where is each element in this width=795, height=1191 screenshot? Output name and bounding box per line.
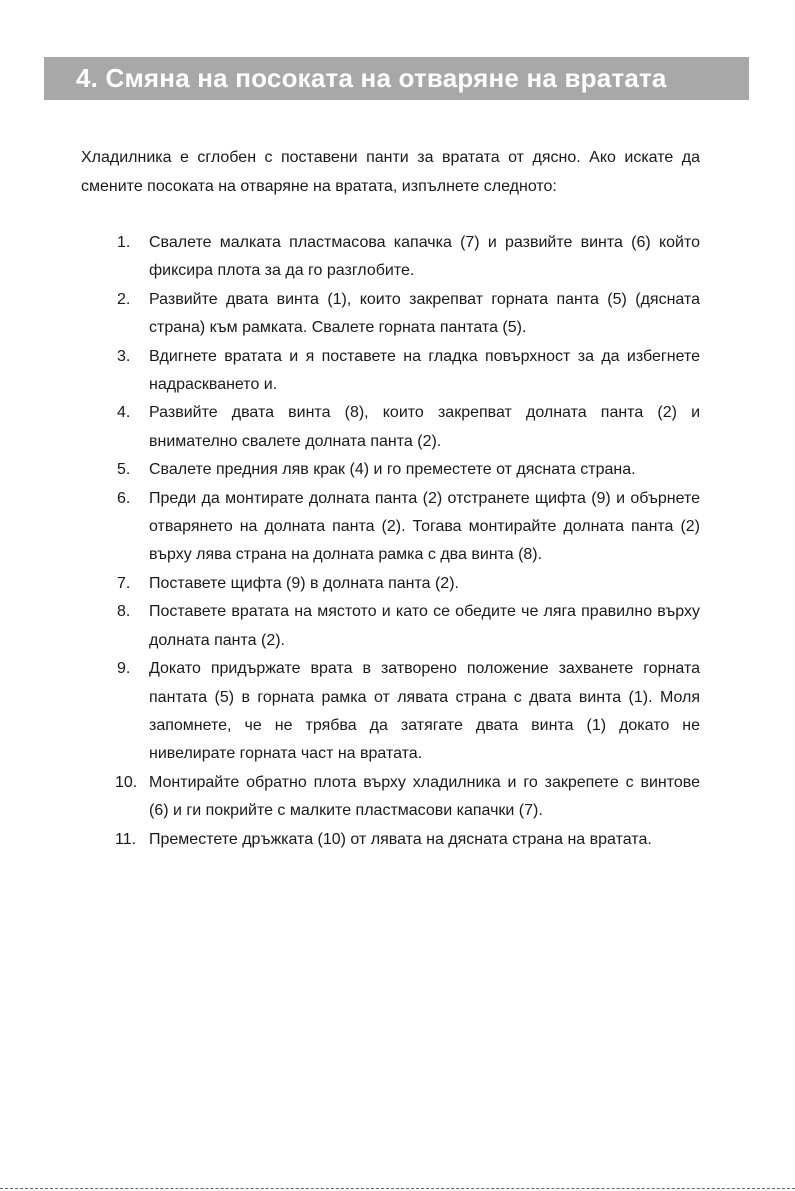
list-item bbox=[81, 598, 700, 655]
step-text: Преместете дръжката (10) от лявата на дясната страна на вратата. bbox=[149, 830, 652, 848]
step-number: 6. bbox=[117, 489, 131, 507]
list-item bbox=[81, 655, 700, 769]
step-number: 1. bbox=[117, 234, 131, 251]
list-item bbox=[81, 286, 700, 343]
step-text: Докато придържате врата в затворено положение захванете горната пантата (5) в горната рамка от лявата страна с двата винта (1). Моля запомнете, че не трябва да затягате двата винта (1) докато не нивелирате горната част на вратата. bbox=[149, 660, 700, 763]
step-text: Вдигнете вратата и я поставете на гладка повърхност за да избегнете надраскването и. bbox=[149, 347, 700, 394]
step-number: 7. bbox=[117, 574, 131, 592]
list-item bbox=[81, 769, 700, 826]
step-number: 2. bbox=[117, 290, 131, 308]
step-number: 9. bbox=[117, 660, 131, 678]
step-text: Поставете вратата на мястото и като се обедите че ляга правилно върху долната панта (2). bbox=[149, 603, 700, 649]
section-title-bar bbox=[44, 57, 749, 100]
list-item bbox=[81, 456, 700, 484]
section-title: 4. Смяна на посоката на отваряне на вратата bbox=[76, 63, 667, 93]
step-text: Преди да монтирате долната панта (2) отстранете щифта (9) и обърнете отварянето на долната панта (2). Тогава монтирайте долната панта (2) върху лява страна на долната рамка с два винта (8). bbox=[149, 489, 700, 564]
list-item bbox=[81, 229, 700, 286]
step-number: 5. bbox=[117, 461, 131, 479]
list-item bbox=[81, 399, 700, 456]
list-item bbox=[81, 343, 700, 400]
list-item bbox=[81, 570, 700, 598]
step-number: 11. bbox=[115, 830, 137, 848]
step-text: Поставете щифта (9) в долната панта (2). bbox=[149, 574, 459, 592]
step-text: Свалете малката пластмасова капачка (7) и развийте винта (6) който фиксира плота за да го разглобите. bbox=[149, 234, 700, 280]
step-text: Свалете предния ляв крак (4) и го преместете от дясната страна. bbox=[149, 461, 636, 479]
step-number: 3. bbox=[117, 347, 131, 365]
step-text: Монтирайте обратно плота върху хладилника и го закрепете с винтове (6) и ги покрийте с малките пластмасови капачки (7). bbox=[149, 773, 700, 820]
step-text: Развийте двата винта (1), които закрепват горната панта (5) (дясната страна) към рамката. Свалете горната пантата (5). bbox=[149, 290, 700, 337]
list-item bbox=[81, 485, 700, 570]
step-number: 10. bbox=[115, 773, 138, 791]
step-number: 8. bbox=[117, 603, 131, 621]
intro-paragraph: Хладилника е сглобен с поставени панти за вратата от дясно. Ако искате да смените посоката на отваряне на вратата, изпълнете следното: bbox=[81, 149, 700, 195]
instruction-steps-list bbox=[81, 229, 700, 854]
step-text: Развийте двата винта (8), които закрепват долната панта (2) и внимателно свалете долната панта (2). bbox=[149, 404, 700, 450]
step-number: 4. bbox=[117, 404, 131, 422]
list-item bbox=[81, 826, 700, 854]
page-bottom-divider bbox=[0, 1188, 795, 1189]
